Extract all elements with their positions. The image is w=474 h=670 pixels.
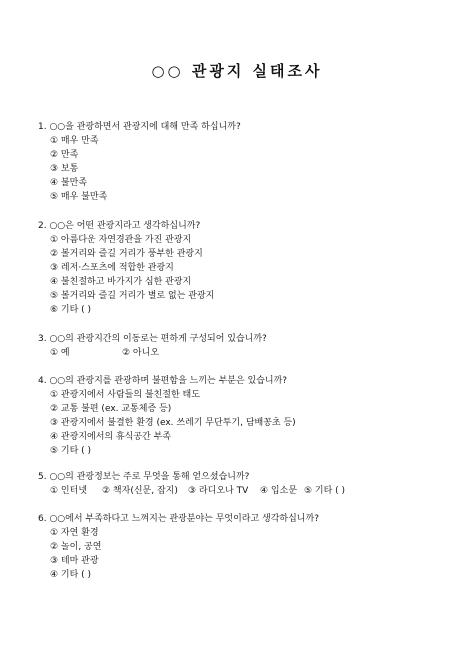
q3-option-no: ② 아니오 bbox=[122, 348, 160, 358]
q6-option-1: ① 자연 환경 bbox=[50, 528, 99, 538]
question-1 bbox=[38, 120, 241, 204]
q2-option-3: ③ 레저·스포츠에 적합한 관광지 bbox=[50, 263, 174, 273]
q3-option-yes: ① 예 bbox=[50, 348, 70, 358]
q1-option-3: ③ 보통 bbox=[50, 164, 79, 174]
q6-option-3: ③ 테마 관광 bbox=[50, 556, 99, 566]
question-3 bbox=[38, 332, 267, 360]
q1-option-4: ④ 불만족 bbox=[50, 178, 88, 188]
question-5-text: 5. ○○의 관광정보는 주로 무엇을 통해 얻으셨습니까? bbox=[38, 472, 250, 482]
question-5 bbox=[38, 470, 345, 498]
q2-option-4: ④ 불친절하고 바가지가 심한 관광지 bbox=[50, 277, 192, 287]
question-6 bbox=[38, 512, 319, 582]
question-1-text: 1. ○○을 관광하면서 관광지에 대해 만족 하십니까? bbox=[38, 122, 241, 132]
q4-option-4: ④ 관광지에서의 휴식공간 부족 bbox=[50, 432, 171, 442]
q2-option-6: ⑥ 기타 ( ) bbox=[50, 305, 92, 315]
question-3-text: 3. ○○의 관광지간의 이동로는 편하게 구성되어 있습니까? bbox=[38, 334, 267, 344]
q6-option-4: ④ 기타 ( ) bbox=[50, 570, 92, 580]
q1-option-1: ① 매우 만족 bbox=[50, 136, 99, 146]
question-2-text: 2. ○○은 어떤 관광지라고 생각하십니까? bbox=[38, 221, 201, 231]
q6-option-2: ② 놀이, 공연 bbox=[50, 542, 102, 552]
question-2 bbox=[38, 219, 214, 317]
q3-options-row bbox=[38, 346, 267, 360]
q1-option-5: ⑤ 매우 불만족 bbox=[50, 192, 108, 202]
q5-option-5: ⑤ 기타 ( ) bbox=[304, 486, 346, 496]
q5-options-row bbox=[38, 484, 345, 498]
q5-option-2: ② 책자(신문, 잡지) bbox=[102, 486, 178, 496]
q2-option-1: ① 아름다운 자연경관을 가진 관광지 bbox=[50, 235, 192, 245]
q4-option-2: ② 교통 불편 (ex. 교통체증 등) bbox=[50, 404, 172, 414]
q4-option-1: ① 관광지에서 사람들의 불친절한 태도 bbox=[50, 390, 200, 400]
q4-option-5: ⑤ 기타 ( ) bbox=[50, 446, 92, 456]
q5-option-1: ① 인터넷 bbox=[50, 486, 88, 496]
q5-option-4: ④ 입소문 bbox=[260, 486, 298, 496]
question-4 bbox=[38, 374, 296, 458]
page-title: ○○ 관광지 실태조사 bbox=[151, 62, 323, 80]
question-4-text: 4. ○○의 관광지를 관광하며 불편함을 느끼는 부분은 있습니까? bbox=[38, 376, 288, 386]
q2-option-2: ② 볼거리와 즐길 거리가 풍부한 관광지 bbox=[50, 249, 203, 259]
q2-option-5: ⑤ 볼거리와 즐길 거리가 별로 없는 관광지 bbox=[50, 291, 215, 301]
q5-option-3: ③ 라디오나 TV bbox=[188, 486, 249, 496]
q1-option-2: ② 만족 bbox=[50, 150, 79, 160]
question-6-text: 6. ○○에서 부족하다고 느껴지는 관광분야는 무엇이라고 생각하십니까? bbox=[38, 514, 319, 524]
q4-option-3: ③ 관광지에서 불결한 환경 (ex. 쓰레기 무단투기, 담배꽁초 등) bbox=[50, 418, 296, 428]
